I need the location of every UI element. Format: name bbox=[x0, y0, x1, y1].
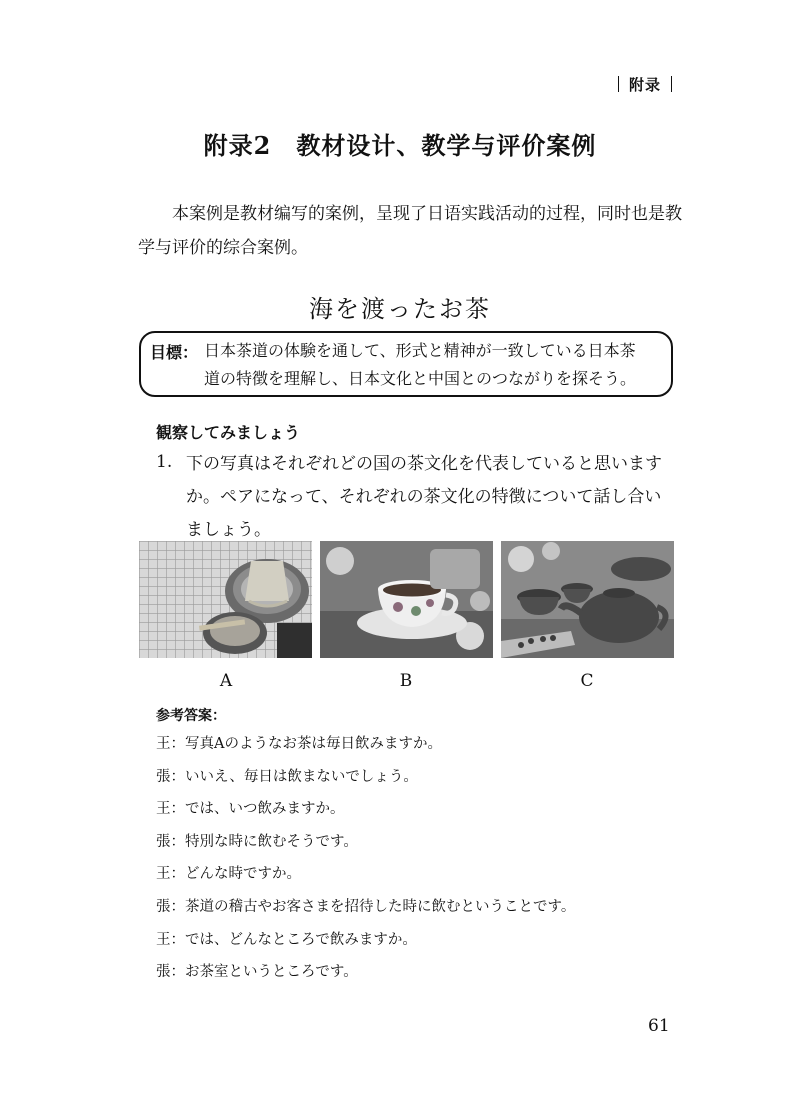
photo-label-a: A bbox=[219, 671, 233, 691]
photo-label-b: B bbox=[399, 671, 413, 691]
header-divider-left bbox=[618, 76, 619, 92]
section-heading: 観察してみましょう bbox=[156, 423, 301, 442]
running-header bbox=[608, 74, 682, 95]
question-text: 下の写真はそれぞれどの国の茶文化を代表していると思いますか。ペアになって、それぞれの茶文化の特徴について話し合いましょう。 bbox=[186, 454, 662, 540]
question-number: 1. bbox=[156, 452, 173, 472]
dialogue-line: 張：お茶室というところです。 bbox=[156, 964, 358, 981]
answer-heading: 参考答案： bbox=[156, 708, 226, 724]
matcha-whisk-photo-icon bbox=[139, 541, 312, 658]
dialogue-line: 張：いいえ、毎日は飲まないでしょう。 bbox=[156, 768, 418, 785]
dialogue-line: 王：では、いつ飲みますか。 bbox=[156, 801, 345, 818]
dialogue-line: 王：では、どんなところで飲みますか。 bbox=[156, 931, 417, 948]
goal-line-2: 道の特徴を理解し、日本文化と中国とのつながりを探そう。 bbox=[204, 369, 637, 388]
teapot-photo-icon bbox=[501, 541, 674, 658]
photo-a bbox=[139, 541, 312, 658]
chapter-title: 附录2 教材设计、教学与评价案例 bbox=[203, 131, 597, 160]
lesson-title: 海を渡ったお茶 bbox=[309, 295, 491, 323]
teacup-photo-icon bbox=[320, 541, 493, 658]
header-divider-right bbox=[671, 76, 672, 92]
running-header-text: 附录 bbox=[628, 76, 661, 94]
dialogue bbox=[156, 730, 676, 991]
intro-paragraph: 本案例是教材编写的案例，呈现了日语实践活动的过程，同时也是教学与评价的综合案例。 bbox=[138, 204, 682, 258]
goal-line-1: 日本茶道の体験を通して、形式と精神が一致している日本茶 bbox=[204, 341, 636, 360]
photo-label-c: C bbox=[580, 671, 594, 691]
goal-label: 目標： bbox=[150, 343, 199, 362]
page-number: 61 bbox=[648, 1016, 670, 1036]
dialogue-line: 王：写真Aのようなお茶は毎日飲みますか。 bbox=[156, 736, 442, 752]
dialogue-line: 張：特別な時に飲むそうです。 bbox=[156, 833, 358, 850]
photo-b bbox=[320, 541, 493, 658]
goal-text bbox=[204, 337, 670, 393]
dialogue-line: 張：茶道の稽古やお客さまを招待した時に飲むということです。 bbox=[156, 898, 576, 915]
dialogue-line: 王：どんな時ですか。 bbox=[156, 866, 301, 883]
photo-c bbox=[501, 541, 674, 658]
